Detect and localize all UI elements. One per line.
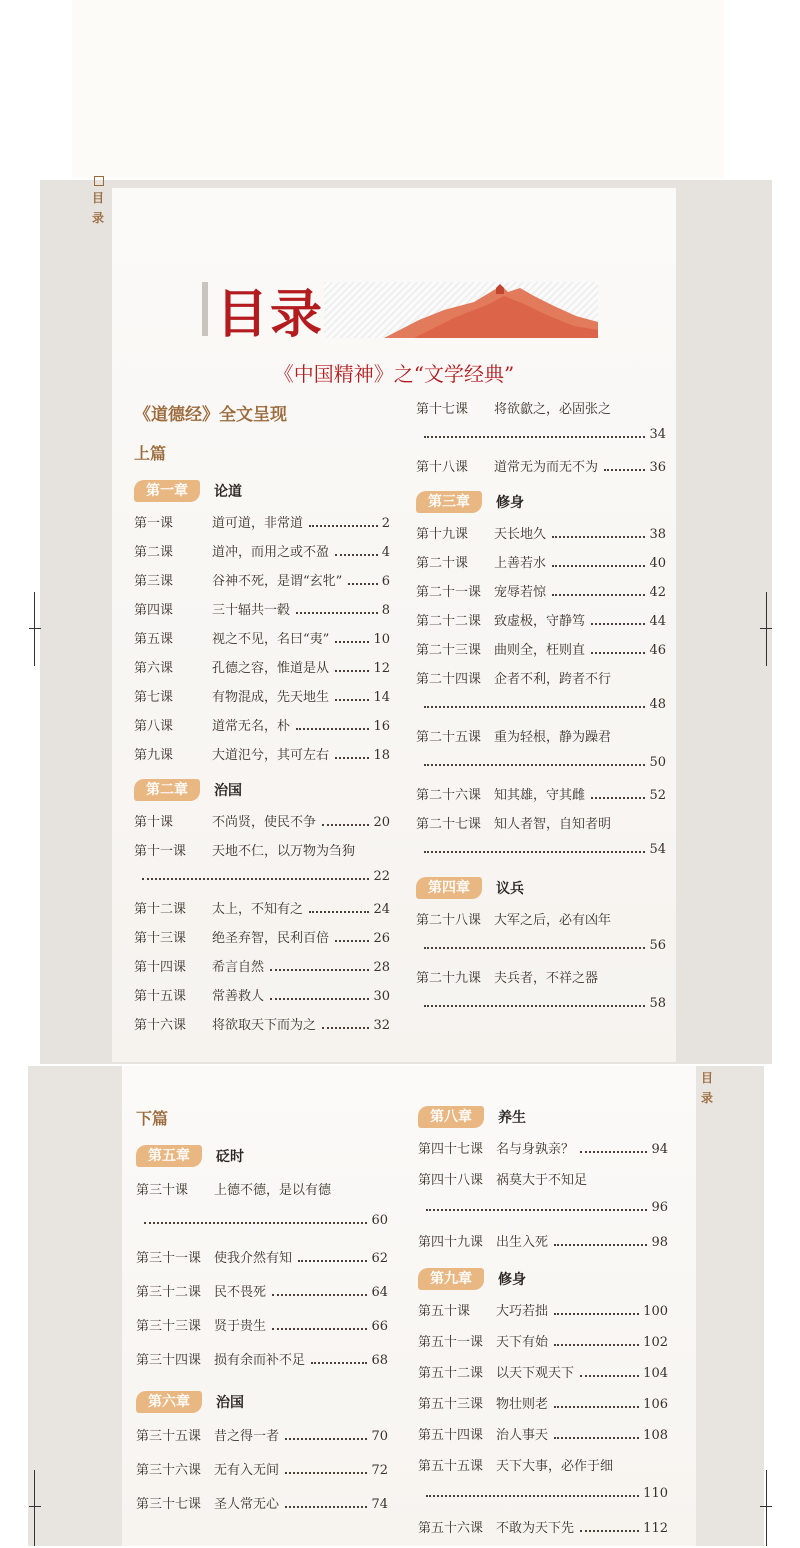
chapter-badge: 第八章 <box>418 1106 484 1128</box>
chapter-row[interactable] <box>134 779 390 801</box>
chapter-badge: 第四章 <box>416 877 482 899</box>
crop-mark <box>760 1506 772 1507</box>
toc-entry[interactable]: 第四十八课 祸莫大于不知足 <box>418 1173 588 1188</box>
toc-entry-continuation[interactable]: 50 <box>416 755 666 784</box>
toc-entry[interactable]: 第十六课 将欲取天下而为之 32 <box>134 1018 390 1033</box>
toc-heading <box>202 280 325 345</box>
toc-entry[interactable]: 第四课 三十辐共一毂 8 <box>134 603 390 618</box>
toc-entry[interactable]: 第十九课 天长地久 38 <box>416 527 666 542</box>
chapter-row[interactable] <box>418 1268 668 1290</box>
toc-entry-continuation[interactable]: 22 <box>134 869 390 898</box>
blank-page-strip <box>72 0 724 178</box>
part-title-2: 下篇 <box>136 1109 169 1128</box>
crop-mark <box>760 628 772 629</box>
crop-mark <box>34 592 35 666</box>
crop-mark <box>29 628 41 629</box>
chapter-badge: 第九章 <box>418 1268 484 1290</box>
toc-entry[interactable]: 第五十四课 治人事天 108 <box>418 1428 668 1443</box>
chapter-name: 修身 <box>498 1272 526 1288</box>
toc-entry[interactable]: 第二课 道冲，而用之或不盈 4 <box>134 545 390 560</box>
chapter-row[interactable] <box>134 480 390 502</box>
toc-entry[interactable]: 第二十八课 大军之后，必有凶年 <box>416 913 612 928</box>
toc-entry[interactable]: 第二十七课 知人者智，自知者明 <box>416 817 612 832</box>
chapter-name: 治国 <box>216 1395 244 1411</box>
toc-entry[interactable]: 第三十七课 圣人常无心 74 <box>136 1497 388 1512</box>
chapter-name: 论道 <box>214 484 242 500</box>
toc-entry[interactable]: 第五十一课 天下有始 102 <box>418 1335 668 1350</box>
chapter-badge: 第六章 <box>136 1391 202 1413</box>
toc-entry[interactable]: 第九课 大道氾兮，其可左右 18 <box>134 748 390 763</box>
toc-entry[interactable]: 第十四课 希言自然 28 <box>134 960 390 975</box>
side-tab-top: 目 录 <box>91 191 104 225</box>
crop-mark <box>766 1470 767 1546</box>
toc-entry[interactable]: 第三十三课 贤于贵生 66 <box>136 1319 388 1334</box>
toc-entry[interactable]: 第六课 孔德之容，惟道是从 12 <box>134 661 390 676</box>
toc-entry[interactable]: 第五十二课 以天下观天下 104 <box>418 1366 668 1381</box>
toc-entry[interactable]: 第二十六课 知其雄，守其雌 52 <box>416 788 666 803</box>
toc-entry-continuation[interactable]: 58 <box>416 996 666 1025</box>
bookmark-icon <box>94 176 104 186</box>
toc-entry[interactable]: 第十七课 将欲歙之，必固张之 <box>416 402 612 417</box>
crop-mark <box>766 592 767 666</box>
toc-entry-continuation[interactable]: 96 <box>418 1200 668 1231</box>
toc-entry[interactable]: 第三十课 上德不德，是以有德 <box>136 1183 332 1198</box>
chapter-row[interactable] <box>136 1391 388 1413</box>
toc-entry[interactable]: 第七课 有物混成，先天地生 14 <box>134 690 390 705</box>
toc-entry[interactable]: 第五十六课 不敢为天下先 112 <box>418 1521 668 1536</box>
toc-col-3 <box>136 1106 388 1527</box>
toc-entry[interactable]: 第五十三课 物壮则老 106 <box>418 1397 668 1412</box>
toc-entry[interactable]: 第十三课 绝圣弃智，民利百倍 26 <box>134 931 390 946</box>
toc-entry[interactable]: 第三课 谷神不死，是谓“玄牝” 6 <box>134 574 390 589</box>
toc-entry[interactable]: 第二十四课 企者不利，跨者不行 <box>416 672 612 687</box>
page-subtitle: 《中国精神》之“文学经典” <box>273 362 515 386</box>
toc-entry[interactable]: 第四十九课 出生入死 98 <box>418 1235 668 1250</box>
section-title: 《道德经》全文呈现 <box>134 405 287 425</box>
toc-entry[interactable]: 第三十二课 民不畏死 64 <box>136 1285 388 1300</box>
toc-entry-continuation[interactable]: 60 <box>136 1213 388 1247</box>
toc-entry[interactable]: 第三十六课 无有入无间 72 <box>136 1463 388 1478</box>
chapter-badge: 第五章 <box>136 1145 202 1167</box>
great-wall-illustration <box>324 282 598 338</box>
toc-entry[interactable]: 第二十三课 曲则全，枉则直 46 <box>416 643 666 658</box>
toc-col-4 <box>418 1106 668 1548</box>
toc-entry[interactable]: 第五十课 大巧若拙 100 <box>418 1304 668 1319</box>
part-title-1: 上篇 <box>134 444 167 463</box>
toc-entry[interactable]: 第三十一课 使我介然有知 62 <box>136 1251 388 1266</box>
toc-col-1 <box>134 400 390 1043</box>
toc-entry[interactable]: 第十八课 道常无为而无不为 36 <box>416 460 666 475</box>
toc-entry[interactable]: 第二十二课 致虚极，守静笃 44 <box>416 614 666 629</box>
toc-entry[interactable]: 第五十五课 天下大事，必作于细 <box>418 1459 614 1474</box>
chapter-badge: 第三章 <box>416 491 482 513</box>
toc-entry-continuation[interactable]: 56 <box>416 938 666 967</box>
toc-entry-continuation[interactable]: 110 <box>418 1486 668 1517</box>
chapter-row[interactable] <box>416 877 666 899</box>
toc-entry[interactable]: 第五课 视之不见，名曰“夷” 10 <box>134 632 390 647</box>
heading-bar <box>202 282 208 336</box>
toc-entry[interactable]: 第二十五课 重为轻根，静为躁君 <box>416 730 612 745</box>
chapter-row[interactable] <box>416 491 666 513</box>
toc-entry[interactable]: 第二十九课 夫兵者，不祥之器 <box>416 971 599 986</box>
chapter-name: 治国 <box>214 783 242 799</box>
toc-entry-continuation[interactable]: 48 <box>416 697 666 726</box>
toc-entry[interactable]: 第四十七课 名与身孰亲？ 94 <box>418 1142 668 1157</box>
side-tab-bottom: 目 录 <box>700 1071 713 1105</box>
toc-entry[interactable]: 第十课 不尚贤，使民不争 20 <box>134 815 390 830</box>
toc-entry[interactable]: 第二十课 上善若水 40 <box>416 556 666 571</box>
chapter-badge: 第二章 <box>134 779 200 801</box>
toc-col-2 <box>416 398 666 1025</box>
page-title: 目录 <box>216 284 325 345</box>
toc-entry[interactable]: 第一课 道可道，非常道 2 <box>134 516 390 531</box>
chapter-row[interactable] <box>418 1106 668 1128</box>
chapter-row[interactable] <box>136 1145 388 1167</box>
chapter-name: 砭时 <box>216 1149 244 1165</box>
toc-entry-continuation[interactable]: 54 <box>416 842 666 871</box>
crop-mark <box>29 1506 41 1507</box>
toc-entry[interactable]: 第十五课 常善救人 30 <box>134 989 390 1004</box>
crop-mark <box>34 1470 35 1546</box>
chapter-name: 议兵 <box>496 881 524 897</box>
toc-entry[interactable]: 第二十一课 宠辱若惊 42 <box>416 585 666 600</box>
chapter-name: 养生 <box>498 1110 526 1126</box>
toc-entry[interactable]: 第八课 道常无名，朴 16 <box>134 719 390 734</box>
toc-entry-continuation[interactable]: 34 <box>416 427 666 456</box>
toc-entry[interactable]: 第三十四课 损有余而补不足 68 <box>136 1353 388 1368</box>
chapter-badge: 第一章 <box>134 480 200 502</box>
toc-entry[interactable]: 第十二课 太上，不知有之 24 <box>134 902 390 917</box>
toc-entry[interactable]: 第三十五课 昔之得一者 70 <box>136 1429 388 1444</box>
chapter-name: 修身 <box>496 495 524 511</box>
toc-entry[interactable]: 第十一课 天地不仁，以万物为刍狗 <box>134 844 356 859</box>
